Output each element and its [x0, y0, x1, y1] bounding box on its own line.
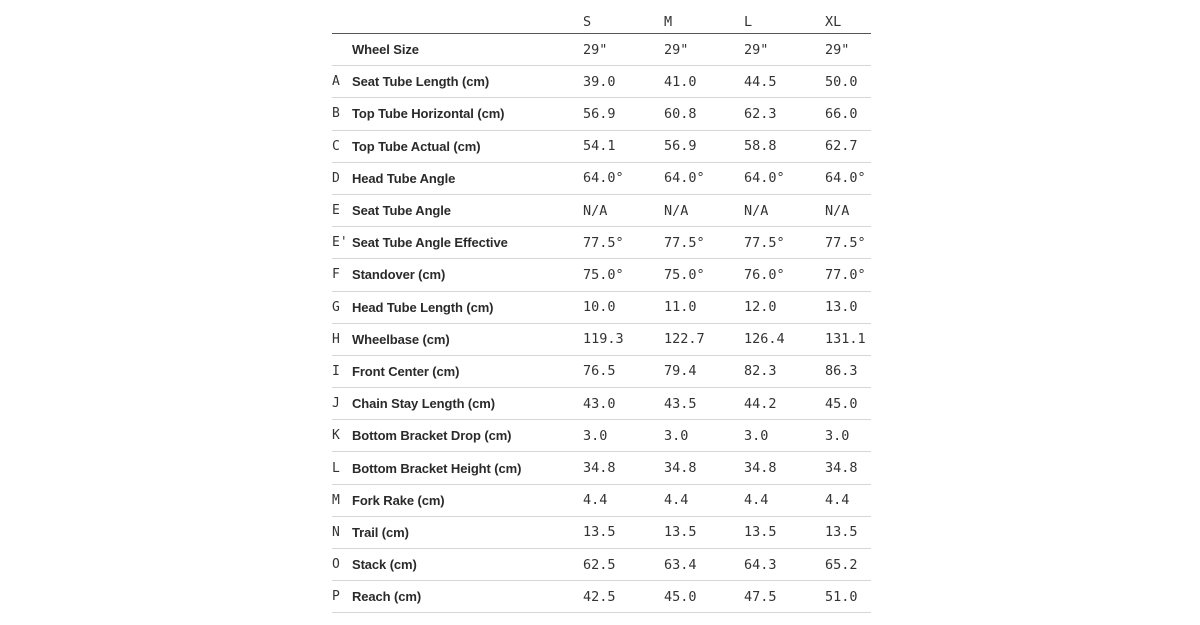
- row-letter: I: [332, 363, 340, 379]
- value-l: 64.3: [744, 556, 777, 573]
- value-l: 82.3: [744, 363, 777, 380]
- value-m: 79.4: [664, 363, 697, 380]
- table-body: [332, 34, 871, 613]
- row-letter: E: [332, 203, 340, 219]
- value-xl: N/A: [825, 202, 850, 219]
- table-row: [332, 292, 871, 324]
- row-label: Front Center (cm): [352, 363, 460, 379]
- value-l: 76.0°: [744, 266, 785, 283]
- value-l: 64.0°: [744, 170, 785, 187]
- row-label: Fork Rake (cm): [352, 492, 445, 508]
- value-xl: 45.0: [825, 395, 858, 412]
- table-row: [332, 517, 871, 549]
- value-xl: 3.0: [825, 427, 850, 444]
- value-m: 4.4: [664, 492, 689, 509]
- row-letter: C: [332, 138, 340, 154]
- value-l: 126.4: [744, 331, 785, 348]
- size-header-l: L: [744, 13, 753, 30]
- value-m: 41.0: [664, 73, 697, 90]
- value-m: 45.0: [664, 588, 697, 605]
- row-label: Wheelbase (cm): [352, 331, 450, 347]
- row-label: Stack (cm): [352, 557, 417, 573]
- value-s: 75.0°: [583, 266, 624, 283]
- value-s: 76.5: [583, 363, 616, 380]
- value-s: N/A: [583, 202, 608, 219]
- table-row: [332, 324, 871, 356]
- value-xl: 62.7: [825, 138, 858, 155]
- value-m: 34.8: [664, 460, 697, 477]
- row-letter: J: [332, 396, 340, 412]
- table-row: [332, 549, 871, 581]
- geometry-table: [332, 2, 871, 613]
- value-xl: 13.5: [825, 524, 858, 541]
- row-letter: E': [332, 235, 348, 251]
- value-xl: 51.0: [825, 588, 858, 605]
- value-m: 63.4: [664, 556, 697, 573]
- row-letter: M: [332, 492, 340, 508]
- row-label: Head Tube Angle: [352, 170, 456, 186]
- row-label: Trail (cm): [352, 524, 409, 540]
- value-m: 60.8: [664, 105, 697, 122]
- row-letter: N: [332, 524, 340, 540]
- value-l: 44.5: [744, 73, 777, 90]
- value-xl: 65.2: [825, 556, 858, 573]
- table-row: [332, 388, 871, 420]
- value-m: N/A: [664, 202, 689, 219]
- value-m: 13.5: [664, 524, 697, 541]
- value-m: 75.0°: [664, 266, 705, 283]
- table-row: [332, 98, 871, 130]
- row-letter: F: [332, 267, 340, 283]
- value-xl: 131.1: [825, 331, 866, 348]
- value-xl: 64.0°: [825, 170, 866, 187]
- row-label: Seat Tube Angle Effective: [352, 235, 508, 251]
- value-l: 44.2: [744, 395, 777, 412]
- value-l: 4.4: [744, 492, 769, 509]
- value-l: 34.8: [744, 460, 777, 477]
- value-l: 62.3: [744, 105, 777, 122]
- size-header-m: M: [664, 13, 673, 30]
- value-s: 10.0: [583, 299, 616, 316]
- row-letter: L: [332, 460, 340, 476]
- table-row: [332, 163, 871, 195]
- table-header-row: [332, 2, 871, 34]
- value-m: 77.5°: [664, 234, 705, 251]
- row-letter: H: [332, 331, 340, 347]
- row-label: Wheel Size: [352, 42, 419, 58]
- value-l: 12.0: [744, 299, 777, 316]
- table-row: [332, 259, 871, 291]
- value-s: 64.0°: [583, 170, 624, 187]
- value-m: 11.0: [664, 299, 697, 316]
- value-s: 54.1: [583, 138, 616, 155]
- value-xl: 66.0: [825, 105, 858, 122]
- row-label: Seat Tube Angle: [352, 203, 451, 219]
- value-s: 42.5: [583, 588, 616, 605]
- value-xl: 86.3: [825, 363, 858, 380]
- value-s: 13.5: [583, 524, 616, 541]
- row-letter: A: [332, 74, 340, 90]
- value-s: 29": [583, 41, 608, 58]
- row-label: Bottom Bracket Height (cm): [352, 460, 522, 476]
- value-s: 56.9: [583, 105, 616, 122]
- size-header-xl: XL: [825, 13, 842, 30]
- value-s: 3.0: [583, 427, 608, 444]
- row-label: Reach (cm): [352, 589, 422, 605]
- row-label: Top Tube Actual (cm): [352, 138, 481, 154]
- table-row: [332, 66, 871, 98]
- table-row: [332, 420, 871, 452]
- size-header-s: S: [583, 13, 592, 30]
- row-letter: K: [332, 428, 340, 444]
- row-letter: O: [332, 557, 340, 573]
- value-m: 56.9: [664, 138, 697, 155]
- row-label: Standover (cm): [352, 267, 446, 283]
- value-l: 3.0: [744, 427, 769, 444]
- row-label: Bottom Bracket Drop (cm): [352, 428, 512, 444]
- value-xl: 29": [825, 41, 850, 58]
- row-letter: P: [332, 589, 340, 605]
- value-s: 62.5: [583, 556, 616, 573]
- table-row: [332, 195, 871, 227]
- row-label: Chain Stay Length (cm): [352, 396, 495, 412]
- value-xl: 13.0: [825, 299, 858, 316]
- value-xl: 34.8: [825, 460, 858, 477]
- value-s: 43.0: [583, 395, 616, 412]
- value-s: 34.8: [583, 460, 616, 477]
- value-xl: 50.0: [825, 73, 858, 90]
- value-l: 29": [744, 41, 769, 58]
- value-m: 64.0°: [664, 170, 705, 187]
- value-m: 43.5: [664, 395, 697, 412]
- table-row: [332, 452, 871, 484]
- table-row: [332, 227, 871, 259]
- row-label: Head Tube Length (cm): [352, 299, 494, 315]
- value-xl: 4.4: [825, 492, 850, 509]
- row-letter: G: [332, 299, 340, 315]
- value-l: 47.5: [744, 588, 777, 605]
- row-label: Top Tube Horizontal (cm): [352, 106, 505, 122]
- value-xl: 77.0°: [825, 266, 866, 283]
- table-row: [332, 34, 871, 66]
- value-s: 119.3: [583, 331, 624, 348]
- row-letter: D: [332, 170, 340, 186]
- value-l: N/A: [744, 202, 769, 219]
- table-row: [332, 356, 871, 388]
- value-xl: 77.5°: [825, 234, 866, 251]
- value-l: 58.8: [744, 138, 777, 155]
- table-row: [332, 485, 871, 517]
- value-s: 39.0: [583, 73, 616, 90]
- table-row: [332, 581, 871, 613]
- value-l: 77.5°: [744, 234, 785, 251]
- value-m: 29": [664, 41, 689, 58]
- value-m: 3.0: [664, 427, 689, 444]
- table-row: [332, 131, 871, 163]
- value-s: 77.5°: [583, 234, 624, 251]
- value-l: 13.5: [744, 524, 777, 541]
- row-label: Seat Tube Length (cm): [352, 74, 490, 90]
- value-s: 4.4: [583, 492, 608, 509]
- value-m: 122.7: [664, 331, 705, 348]
- row-letter: B: [332, 106, 340, 122]
